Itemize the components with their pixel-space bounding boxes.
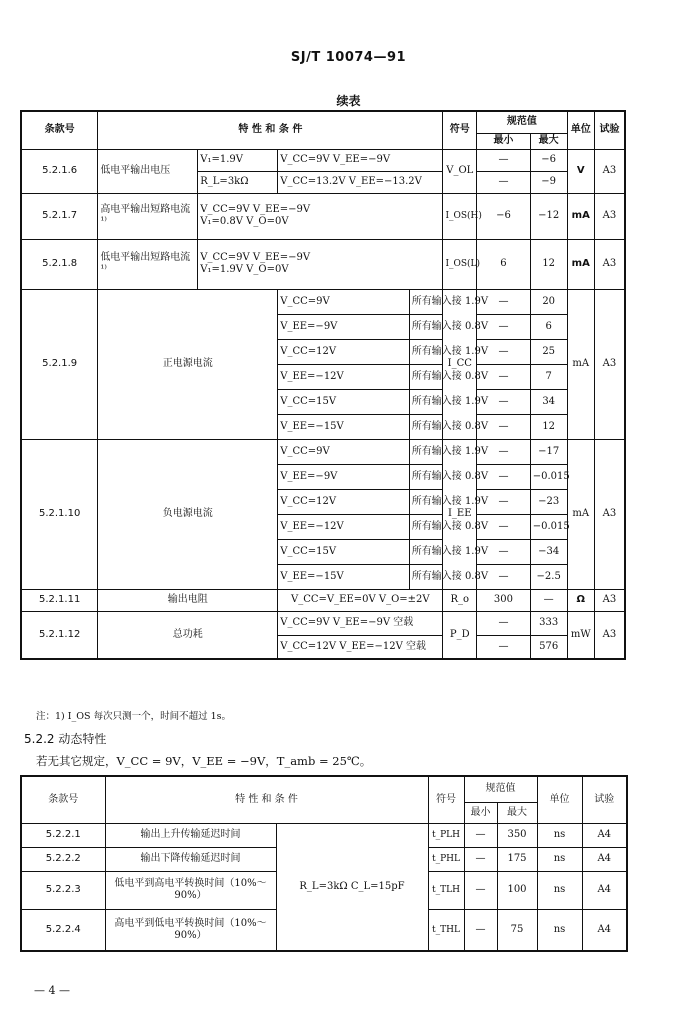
clause-id: 5.2.1.10 (21, 439, 98, 589)
input-condition: 所有输入接 0.8V (409, 314, 443, 339)
condition: V_CC=13.2V V_EE=−13.2V (278, 171, 443, 193)
symbol: t_PHL (428, 847, 464, 871)
characteristic-name: 低电平到高电平转换时间（10%～90%） (105, 871, 276, 909)
static-characteristics-table (20, 110, 626, 660)
min-value: — (477, 171, 531, 193)
max-value: −17 (530, 439, 567, 464)
supply-condition: V_CC=15V (278, 539, 410, 564)
dynamic-characteristics-table (20, 775, 628, 952)
min-value: — (477, 289, 531, 314)
max-value: 100 (497, 871, 537, 909)
min-value: — (477, 464, 531, 489)
input-condition: 所有输入接 0.8V (409, 514, 443, 539)
min-value: — (477, 339, 531, 364)
characteristic-name: 负电源电流 (98, 439, 278, 589)
clause-id: 5.2.1.6 (21, 149, 98, 193)
symbol: I_OS(H) (443, 193, 477, 239)
characteristic-name: 输出下降传输延迟时间 (105, 847, 276, 871)
max-value: −2.5 (530, 564, 567, 589)
condition: V_CC=9V V_EE=−9V (278, 149, 443, 171)
symbol: R_o (443, 589, 477, 611)
test-group: A4 (582, 847, 627, 871)
supply-condition: V_CC=12V (278, 489, 410, 514)
max-value: 12 (530, 239, 567, 289)
col-symbol: 符号 (428, 776, 464, 823)
input-condition: 所有输入接 0.8V (409, 564, 443, 589)
col-max: 最大 (497, 802, 537, 823)
unit: ns (537, 871, 582, 909)
clause-id: 5.2.1.7 (21, 193, 98, 239)
min-value: — (477, 314, 531, 339)
characteristic-name: 高电平到低电平转换时间（10%～90%） (105, 909, 276, 951)
min-value: — (464, 909, 497, 951)
condition: V_CC=V_EE=0V V_O=±2V (278, 589, 443, 611)
min-value: — (464, 823, 497, 847)
condition: V_CC=9V V_EE=−9V (200, 252, 311, 263)
max-value: 576 (530, 635, 567, 659)
characteristic-name: 输出电阻 (98, 589, 278, 611)
supply-condition: V_EE=−15V (278, 414, 410, 439)
col-characteristic: 特 性 和 条 件 (98, 111, 443, 149)
clause-id: 5.2.2.2 (21, 847, 105, 871)
condition: R_L=3kΩ (198, 171, 278, 193)
test-group: A3 (594, 289, 625, 439)
test-group: A3 (594, 149, 625, 193)
max-value: 75 (497, 909, 537, 951)
supply-condition: V_EE=−15V (278, 564, 410, 589)
unit: Ω (567, 589, 594, 611)
document-header: SJ/T 10074—91 (290, 50, 407, 65)
col-spec: 规范值 (464, 776, 537, 802)
supply-condition: V_EE=−9V (278, 464, 410, 489)
test-group: A4 (582, 871, 627, 909)
col-unit: 单位 (537, 776, 582, 823)
condition-cell (198, 193, 443, 239)
unit: mA (567, 193, 594, 239)
col-spec: 规范值 (477, 111, 567, 133)
unit: mA (567, 239, 594, 289)
max-value: 333 (530, 611, 567, 635)
symbol: I_OS(L) (443, 239, 477, 289)
test-group: A4 (582, 909, 627, 951)
characteristic-name: 正电源电流 (98, 289, 278, 439)
characteristic-name: 低电平输出短路电流¹⁾ (98, 239, 198, 289)
min-value: −6 (477, 193, 531, 239)
input-condition: 所有输入接 0.8V (409, 464, 443, 489)
max-value: −23 (530, 489, 567, 514)
col-min: 最小 (477, 133, 531, 149)
max-value: −34 (530, 539, 567, 564)
max-value: 350 (497, 823, 537, 847)
max-value: 25 (530, 339, 567, 364)
max-value: 7 (530, 364, 567, 389)
col-clause: 条款号 (21, 111, 98, 149)
supply-condition: V_EE=−9V (278, 314, 410, 339)
clause-id: 5.2.1.9 (21, 289, 98, 439)
input-condition: 所有输入接 1.9V (409, 439, 443, 464)
input-condition: 所有输入接 1.9V (409, 539, 443, 564)
supply-condition: V_CC=9V (278, 439, 410, 464)
input-condition: 所有输入接 1.9V (409, 289, 443, 314)
min-value: 6 (477, 239, 531, 289)
min-value: — (464, 847, 497, 871)
clause-id: 5.2.2.3 (21, 871, 105, 909)
col-test: 试验 (594, 111, 625, 149)
unit: ns (537, 847, 582, 871)
condition: V_CC=9V V_EE=−9V (200, 204, 311, 215)
min-value: — (477, 539, 531, 564)
symbol: I_EE (443, 439, 477, 589)
condition: V_CC=12V V_EE=−12V 空载 (278, 635, 443, 659)
unit: ns (537, 909, 582, 951)
max-value: −9 (530, 171, 567, 193)
supply-condition: V_EE=−12V (278, 364, 410, 389)
supply-condition: V_EE=−12V (278, 514, 410, 539)
max-value: −0.015 (530, 464, 567, 489)
page-number: — 4 — (34, 984, 70, 997)
supply-condition: V_CC=9V (278, 289, 410, 314)
col-characteristic: 特 性 和 条 件 (105, 776, 428, 823)
unit: mA (567, 439, 594, 589)
min-value: — (477, 489, 531, 514)
symbol: V_OL (443, 149, 477, 193)
input-condition: 所有输入接 0.8V (409, 414, 443, 439)
max-value: −12 (530, 193, 567, 239)
supply-condition: V_CC=12V (278, 339, 410, 364)
test-group: A4 (582, 823, 627, 847)
unit: mA (567, 289, 594, 439)
symbol: t_PLH (428, 823, 464, 847)
table-subtitle: 续表 (336, 94, 361, 108)
condition: V₁=0.8V V_O=0V (200, 216, 289, 227)
clause-id: 5.2.2.1 (21, 823, 105, 847)
test-group: A3 (594, 439, 625, 589)
footnote: 注：1) I_OS 每次只测一个，时间不超过 1s。 (36, 711, 232, 722)
max-value: 34 (530, 389, 567, 414)
max-value: −0.015 (530, 514, 567, 539)
supply-condition: V_CC=15V (278, 389, 410, 414)
col-unit: 单位 (567, 111, 594, 149)
col-min: 最小 (464, 802, 497, 823)
input-condition: 所有输入接 1.9V (409, 339, 443, 364)
section-heading: 5.2.2 动态特性 (24, 732, 107, 746)
symbol: t_THL (428, 909, 464, 951)
clause-id: 5.2.1.8 (21, 239, 98, 289)
input-condition: 所有输入接 1.9V (409, 389, 443, 414)
test-group: A3 (594, 589, 625, 611)
min-value: — (477, 514, 531, 539)
clause-id: 5.2.2.4 (21, 909, 105, 951)
test-group: A3 (594, 239, 625, 289)
max-value: −6 (530, 149, 567, 171)
condition-cell (198, 239, 443, 289)
section-conditions: 若无其它规定，V_CC = 9V，V_EE = −9V，T_amb = 25℃。 (36, 754, 372, 768)
max-value: 175 (497, 847, 537, 871)
test-group: A3 (594, 193, 625, 239)
max-value: — (530, 589, 567, 611)
min-value: — (477, 564, 531, 589)
characteristic-name: 总功耗 (98, 611, 278, 659)
condition: V₁=1.9V V_O=0V (200, 264, 289, 275)
min-value: — (477, 635, 531, 659)
condition: V_CC=9V V_EE=−9V 空载 (278, 611, 443, 635)
unit: ns (537, 823, 582, 847)
col-symbol: 符号 (443, 111, 477, 149)
symbol: I_CC (443, 289, 477, 439)
symbol: P_D (443, 611, 477, 659)
clause-id: 5.2.1.12 (21, 611, 98, 659)
clause-id: 5.2.1.11 (21, 589, 98, 611)
input-condition: 所有输入接 0.8V (409, 364, 443, 389)
min-value: 300 (477, 589, 531, 611)
unit: mW (567, 611, 594, 659)
col-max: 最大 (530, 133, 567, 149)
min-value: — (477, 414, 531, 439)
characteristic-name: 低电平输出电压 (98, 149, 198, 193)
characteristic-name: 高电平输出短路电流¹⁾ (98, 193, 198, 239)
max-value: 12 (530, 414, 567, 439)
min-value: — (464, 871, 497, 909)
unit: V (567, 149, 594, 193)
characteristic-name: 输出上升传输延迟时间 (105, 823, 276, 847)
max-value: 20 (530, 289, 567, 314)
input-condition: 所有输入接 1.9V (409, 489, 443, 514)
condition: R_L=3kΩ C_L=15pF (276, 823, 428, 951)
test-group: A3 (594, 611, 625, 659)
condition: V₁=1.9V (198, 149, 278, 171)
max-value: 6 (530, 314, 567, 339)
min-value: — (477, 611, 531, 635)
min-value: — (477, 364, 531, 389)
symbol: t_TLH (428, 871, 464, 909)
col-clause: 条款号 (21, 776, 105, 823)
min-value: — (477, 389, 531, 414)
col-test: 试验 (582, 776, 627, 823)
min-value: — (477, 439, 531, 464)
min-value: — (477, 149, 531, 171)
